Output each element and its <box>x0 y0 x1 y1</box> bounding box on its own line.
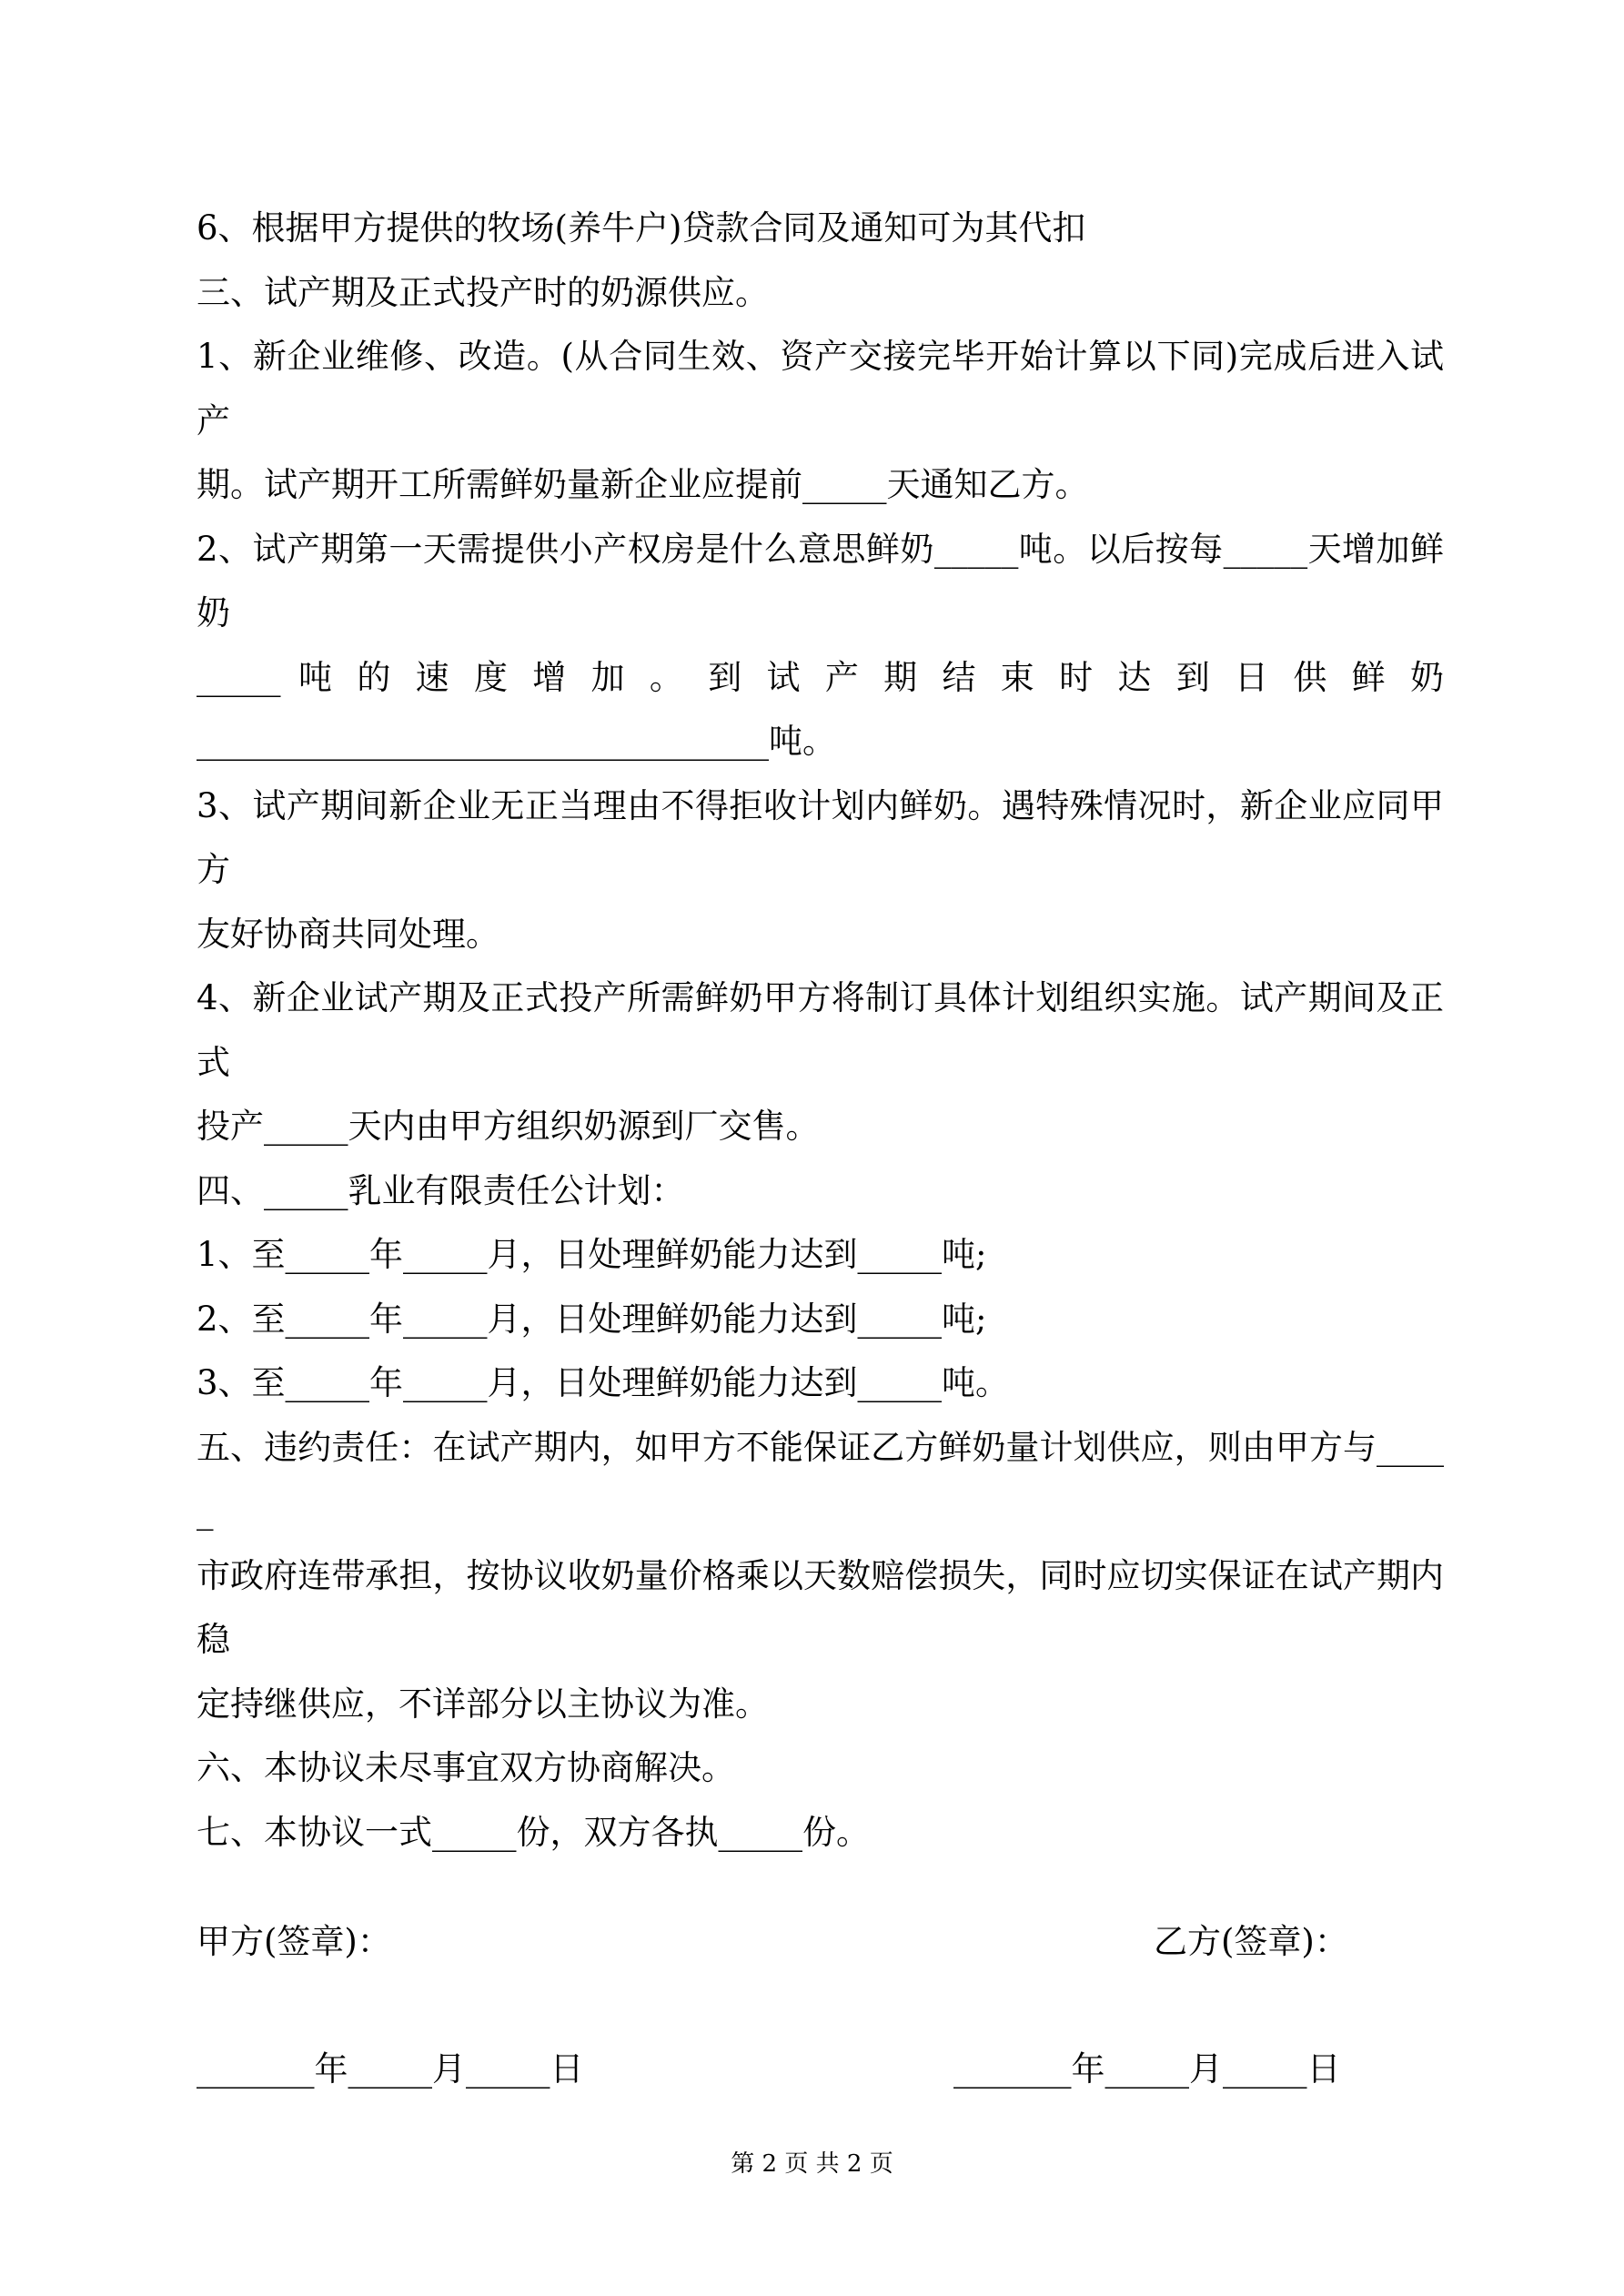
paragraph-line: 2、试产期第一天需提供小产权房是什么意思鲜奶_____吨。以后按每_____天增加鲜奶 <box>197 529 1444 632</box>
section-heading: 四、_____乳业有限责任公计划： <box>197 1170 685 1210</box>
page-number-footer: 第 2 页 共 2 页 <box>731 2150 893 2178</box>
paragraph-line: 期。试产期开工所需鲜奶量新企业应提前_____天通知乙方。 <box>197 465 1089 504</box>
plan-item: 1、至_____年_____月，日处理鲜奶能力达到_____吨; <box>197 1235 987 1274</box>
paragraph-line: __________________________________吨。 <box>197 722 836 761</box>
signature-dates-row <box>197 2047 1444 2092</box>
agreement-body <box>197 197 1444 1865</box>
party-b-signature-label: 乙方(签章)： <box>1154 1922 1348 1961</box>
paragraph-line: 定持继供应，不详部分以主协议为准。 <box>197 1684 769 1724</box>
paragraph-line: 6、根据甲方提供的牧场(养牛户)贷款合同及通知可为其代扣 <box>197 208 1086 248</box>
section-heading: 六、本协议未尽事宜双方协商解决。 <box>197 1748 735 1787</box>
section-heading: 七、本协议一式_____份，双方各执_____份。 <box>197 1812 870 1852</box>
paragraph-line: 1、新企业维修、改造。(从合同生效、资产交接完毕开始计算以下同)完成后进入试产 <box>197 337 1444 440</box>
plan-item: 3、至_____年_____月，日处理鲜奶能力达到_____吨。 <box>197 1363 1010 1402</box>
party-a-signature-label: 甲方(签章)： <box>197 1922 391 1961</box>
party-a-date: _______年_____月_____日 <box>197 2049 584 2089</box>
section-heading: 五、违约责任：在试产期内，如甲方不能保证乙方鲜奶量计划供应，则由甲方与_____ <box>197 1427 1444 1531</box>
paragraph-line: 投产_____天内由甲方组织奶源到厂交售。 <box>197 1107 820 1146</box>
section-heading: 三、试产期及正式投产时的奶源供应。 <box>197 272 769 312</box>
paragraph-line: 4、新企业试产期及正式投产所需鲜奶甲方将制订具体计划组织实施。试产期间及正式 <box>197 978 1444 1082</box>
paragraph-line: 3、试产期间新企业无正当理由不得拒收计划内鲜奶。遇特殊情况时，新企业应同甲方 <box>197 785 1444 889</box>
paragraph-line: 友好协商共同处理。 <box>197 914 499 954</box>
paragraph-line: _____ 吨 的 速 度 增 加 。 到 试 产 期 结 束 时 达 到 日 供 鲜 奶 <box>197 657 1444 697</box>
signature-labels-row <box>197 1919 1444 1965</box>
party-b-date: _______年_____月_____日 <box>953 2049 1341 2089</box>
plan-item: 2、至_____年_____月，日处理鲜奶能力达到_____吨; <box>197 1299 987 1339</box>
paragraph-line: 市政府连带承担，按协议收奶量价格乘以天数赔偿损失，同时应切实保证在试产期内稳 <box>197 1555 1444 1659</box>
